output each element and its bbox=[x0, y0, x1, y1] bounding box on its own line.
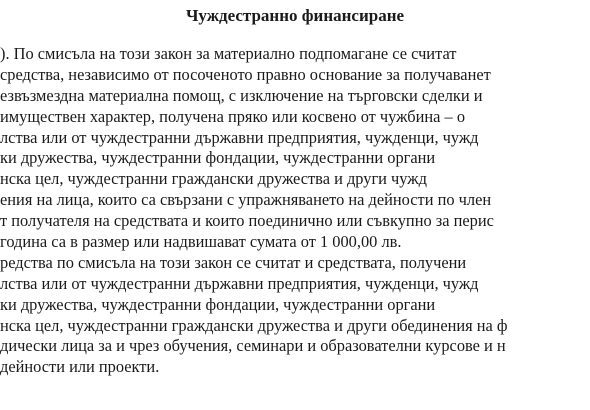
document-title: Чуждестранно финансиране bbox=[185, 6, 405, 25]
body-line-3: езвъзмездна материална помощ, с изключение на търговски сделки и bbox=[0, 85, 483, 105]
body-line-2: средства, независимо от посоченото правно основание за получаванет bbox=[0, 64, 491, 84]
body-line-5: лства или от чуждестранни държавни предприятия, чужденци, чужд bbox=[0, 127, 479, 147]
body-line-11: редства по смисъла на този закон се считат и средствата, получени bbox=[0, 252, 467, 272]
body-line-7: нска цел, чуждестранни граждански дружества и други чужд bbox=[0, 169, 427, 189]
body-line-8: ения на лица, които са свързани с упражняването на дейности по член bbox=[0, 190, 492, 210]
body-line-9: т получателя на средствата и които поединично или съвкупно за перис bbox=[0, 211, 494, 231]
body-line-10: година са в размер или надвишават сумата от 1 000,00 лв. bbox=[0, 232, 402, 252]
body-line-4: имуществен характер, получена пряко или косвено от чужбина – о bbox=[0, 106, 466, 126]
body-line-13: ки дружества, чуждестранни фондации, чуждестранни органи bbox=[0, 294, 436, 314]
document-body bbox=[0, 44, 590, 378]
body-line-12: лства или от чуждестранни държавни предприятия, чужденци, чужд bbox=[0, 273, 479, 293]
body-line-14: нска цел, чуждестранни граждански дружества и други обединения на ф bbox=[0, 315, 508, 335]
body-line-6: ки дружества, чуждестранни фондации, чуждестранни органи bbox=[0, 148, 436, 168]
body-line-1: ). По смисъла на този закон за материално подпомагане се считат bbox=[0, 44, 457, 63]
body-line-15: дически лица за и чрез обучения, семинари и образователни курсове и н bbox=[0, 336, 506, 356]
body-line-16: дейности или проекти. bbox=[0, 357, 160, 377]
